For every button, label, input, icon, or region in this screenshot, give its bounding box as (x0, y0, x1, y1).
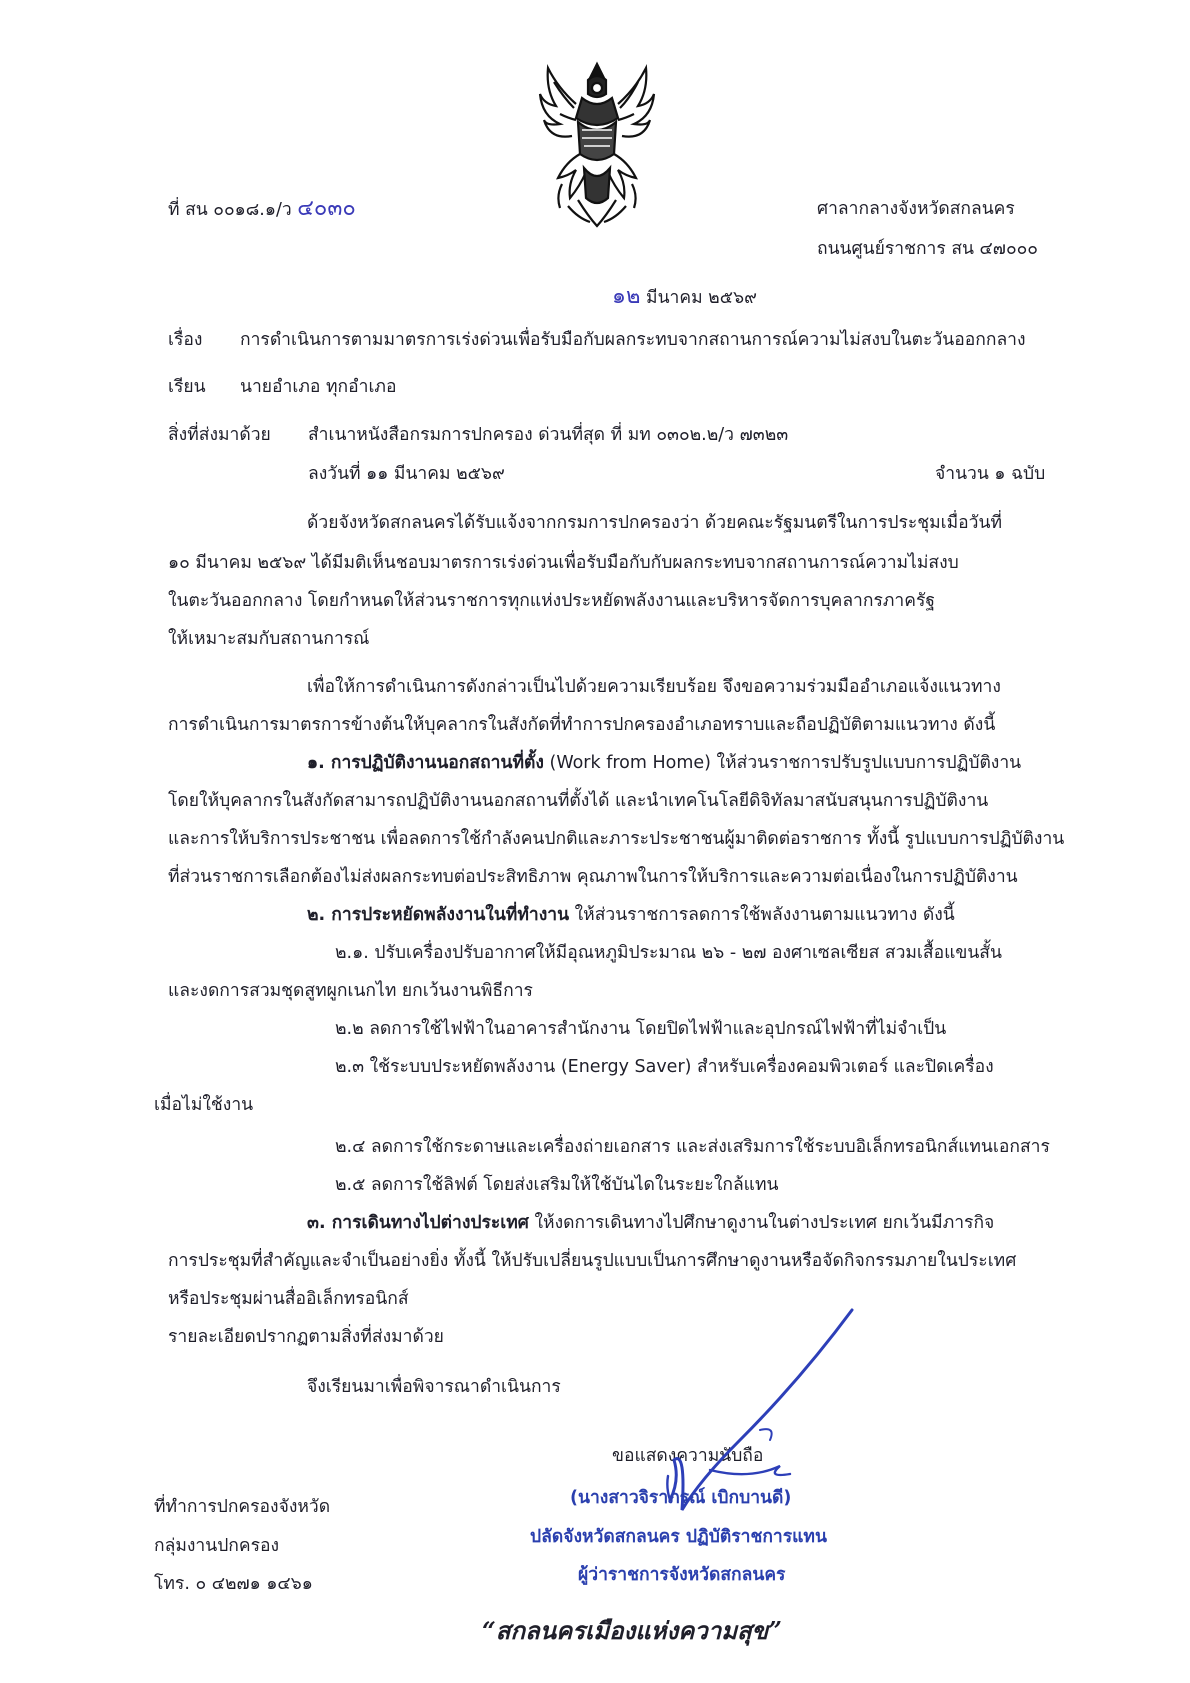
enclosure-line2: ลงวันที่ ๑๑ มีนาคม ๒๕๖๙ (308, 464, 505, 484)
paragraph1-line: ในตะวันออกกลาง โดยกำหนดให้ส่วนราชการทุกแห่งประหยัดพลังงานและบริหารจัดการบุคลากรภาครัฐ (168, 591, 936, 611)
item1-line: ที่ส่วนราชการเลือกต้องไม่ส่งผลกระทบต่อประสิทธิภาพ คุณภาพในการให้บริการและความต่อเนื่องในการปฏิบัติงาน (168, 867, 1018, 887)
reference-handwritten-number: ๔๐๓๐ (297, 196, 356, 221)
provincial-motto: “สกลนครเมืองแห่งความสุข” (482, 1616, 782, 1645)
paragraph2-line: เพื่อให้การดำเนินการดังกล่าวเป็นไปด้วยความเรียบร้อย จึงขอความร่วมมืออำเภอแจ้งแนวทาง (307, 677, 1001, 697)
item1-line: และการให้บริการประชาชน เพื่อลดการใช้กำลังคนปกติและภาระประชาชนผู้มาติดต่อราชการ ทั้งนี้ รูปแบบการปฏิบัติงาน (168, 829, 1065, 849)
document-date (612, 278, 757, 313)
item3-heading-line (307, 1208, 994, 1236)
signer-name: (นางสาวจิราภรณ์ เบิกบานดี) (570, 1488, 792, 1508)
closing-line: จึงเรียนมาเพื่อพิจารณาดำเนินการ (307, 1377, 561, 1397)
signer-title: ปลัดจังหวัดสกลนคร ปฏิบัติราชการแทน (530, 1527, 827, 1547)
item2-5-line: ๒.๕ ลดการใช้ลิฟต์ โดยส่งเสริมให้ใช้บันไดในระยะใกล้แทน (335, 1175, 779, 1195)
contact-phone: โทร. ๐ ๔๒๗๑ ๑๔๖๑ (154, 1574, 313, 1594)
contact-division: กลุ่มงานปกครอง (154, 1536, 280, 1556)
enclosure-line1: สำเนาหนังสือกรมการปกครอง ด่วนที่สุด ที่ มท ๐๓๐๒.๒/ว ๗๓๒๓ (308, 425, 789, 445)
item2-2-line: ๒.๒ ลดการใช้ไฟฟ้าในอาคารสำนักงาน โดยปิดไฟฟ้าและอุปกรณ์ไฟฟ้าที่ไม่จำเป็น (335, 1019, 947, 1039)
item3-line: การประชุมที่สำคัญและจำเป็นอย่างยิ่ง ทั้งนี้ ให้ปรับเปลี่ยนรูปแบบเป็นการศึกษาดูงานหรือจัดกิจกรรมภายในประเทศ (168, 1251, 1017, 1271)
item2-1-line: ๒.๑. ปรับเครื่องปรับอากาศให้มีอุณหภูมิประมาณ ๒๖ - ๒๗ องศาเซลเซียส สวมเสื้อแขนสั้น (335, 943, 1002, 963)
item2-3-line: เมื่อไม่ใช้งาน (154, 1095, 254, 1115)
paragraph1-line: ให้เหมาะสมกับสถานการณ์ (168, 629, 370, 649)
item1-heading: ๑. การปฏิบัติงานนอกสถานที่ตั้ง (307, 753, 544, 773)
to-text: นายอำเภอ ทุกอำเภอ (240, 377, 397, 397)
item2-heading-line (307, 900, 955, 928)
reference-prefix: ที่ สน ๐๐๑๘.๑/ว (168, 200, 292, 220)
item3-heading-tail: ให้งดการเดินทางไปศึกษาดูงานในต่างประเทศ ยกเว้นมีภารกิจ (534, 1213, 995, 1233)
subject-text: การดำเนินการตามมาตรการเร่งด่วนเพื่อรับมือกับผลกระทบจากสถานการณ์ความไม่สงบในตะวันออกกลาง (240, 330, 1026, 350)
item2-heading-tail: ให้ส่วนราชการลดการใช้พลังงานตามแนวทาง ดังนี้ (574, 905, 955, 925)
reference-number (168, 190, 356, 225)
item3-line: หรือประชุมผ่านสื่ออิเล็กทรอนิกส์ (168, 1289, 409, 1309)
item2-4-line: ๒.๔ ลดการใช้กระดาษและเครื่องถ่ายเอกสาร และส่งเสริมการใช้ระบบอิเล็กทรอนิกส์แทนเอกสาร (335, 1137, 1050, 1157)
paragraph1-line: ๑๐ มีนาคม ๒๕๖๙ ได้มีมติเห็นชอบมาตรการเร่งด่วนเพื่อรับมือกับกับผลกระทบจากสถานการณ์ความไม่สงบ (168, 553, 959, 573)
paragraph1-line: ด้วยจังหวัดสกลนครได้รับแจ้งจากกรมการปกครองว่า ด้วยคณะรัฐมนตรีในการประชุมเมื่อวันที่ (307, 513, 1003, 533)
item3-heading: ๓. การเดินทางไปต่างประเทศ (307, 1213, 529, 1233)
item1-heading-tail: (Work from Home) ให้ส่วนราชการปรับรูปแบบการปฏิบัติงาน (549, 753, 1022, 773)
enclosure-count: จำนวน ๑ ฉบับ (935, 464, 1046, 484)
office-address-line1: ศาลากลางจังหวัดสกลนคร (817, 199, 1015, 219)
item1-heading-line (307, 748, 1021, 776)
paragraph2-line: การดำเนินการมาตรการข้างต้นให้บุคลากรในสังกัดที่ทำการปกครองอำเภอทราบและถือปฏิบัติตามแนวทาง ดังนี้ (168, 715, 996, 735)
enclosure-label: สิ่งที่ส่งมาด้วย (168, 425, 271, 445)
regards-text: ขอแสดงความนับถือ (612, 1446, 764, 1466)
to-label: เรียน (168, 377, 206, 397)
date-handwritten-day: ๑๒ (612, 284, 641, 309)
details-line: รายละเอียดปรากฏตามสิ่งที่ส่งมาด้วย (168, 1327, 444, 1347)
signer-title-governor: ผู้ว่าราชการจังหวัดสกลนคร (578, 1565, 786, 1585)
office-address-line2: ถนนศูนย์ราชการ สน ๔๗๐๐๐ (817, 239, 1038, 259)
contact-office: ที่ทำการปกครองจังหวัด (154, 1497, 331, 1517)
subject-label: เรื่อง (168, 330, 203, 350)
item2-heading: ๒. การประหยัดพลังงานในที่ทำงาน (307, 905, 570, 925)
garuda-emblem (538, 58, 656, 230)
item2-1-line: และงดการสวมชุดสูทผูกเนกไท ยกเว้นงานพิธีการ (168, 981, 533, 1001)
item1-line: โดยให้บุคลากรในสังกัดสามารถปฏิบัติงานนอกสถานที่ตั้งได้ และนำเทคโนโลยีดิจิทัลมาสนับสนุนการปฏิบัติงาน (168, 791, 989, 811)
date-month-year: มีนาคม ๒๕๖๙ (646, 288, 757, 308)
item2-3-line: ๒.๓ ใช้ระบบประหยัดพลังงาน (Energy Saver) สำหรับเครื่องคอมพิวเตอร์ และปิดเครื่อง (335, 1057, 994, 1077)
